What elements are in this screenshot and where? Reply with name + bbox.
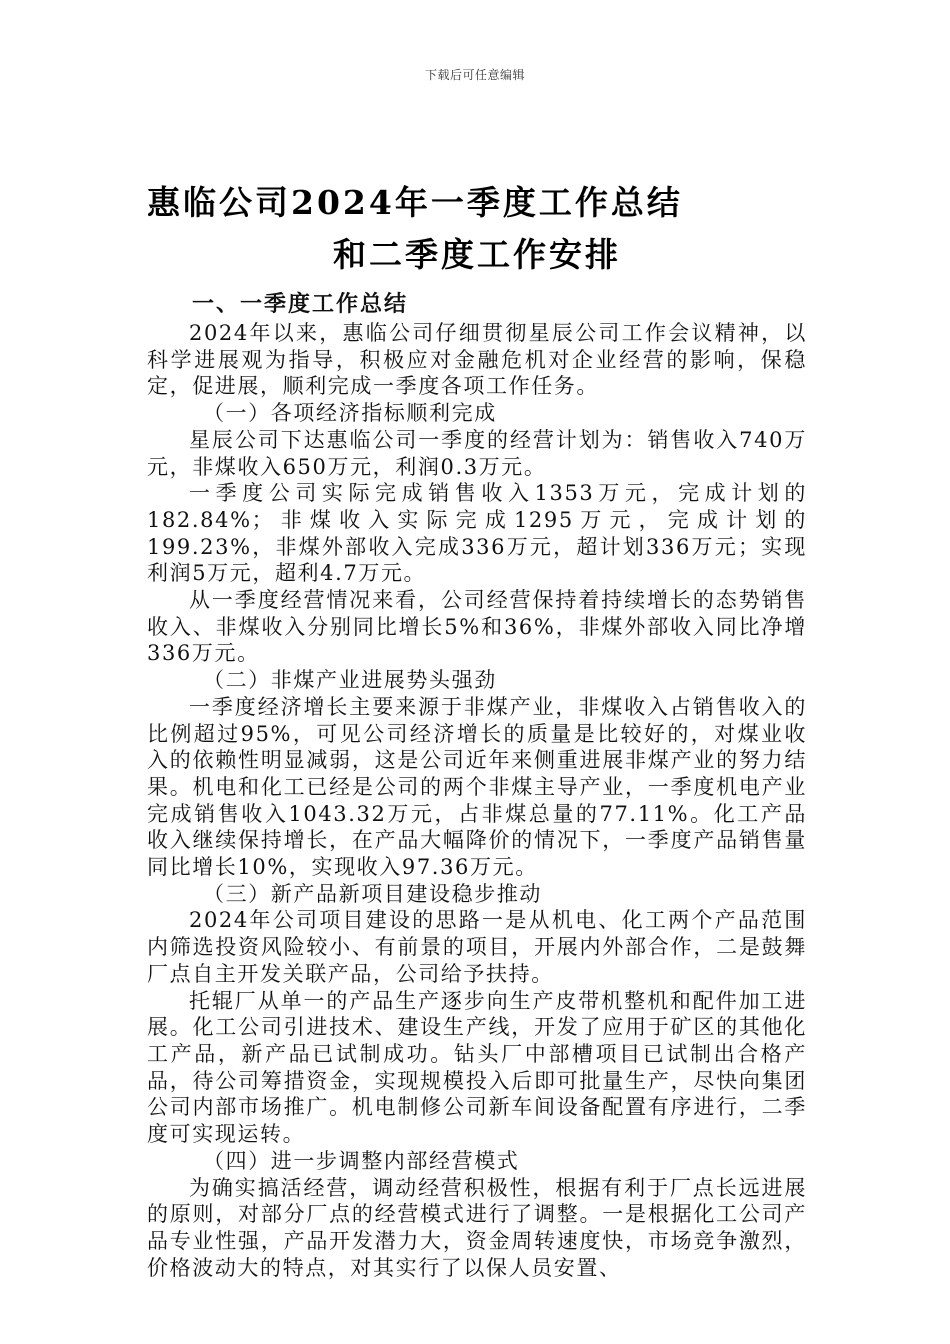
document-title-line-2: 和二季度工作安排: [333, 235, 621, 274]
body-paragraph: 一季度经济增长主要来源于非煤产业，非煤收入占销售收入的比例超过95%，可见公司经济增长的质量是比较好的，对煤业收入的依赖性明显减弱，这是公司近年来侧重进展非煤产业的努力结果。机电和化工已经是公司的两个非煤主导产业，一季度机电产业完成销售收入1043.32万元，占非煤总量的77.11%。化工产品收入继续保持增长，在产品大幅降价的情况下，一季度产品销售量同比增长10%，实现收入97.36万元。: [147, 694, 807, 880]
subsection-heading: （三）新产品新项目建设稳步推动: [203, 881, 542, 906]
body-paragraph: 从一季度经营情况来看，公司经营保持着持续增长的态势销售收入、非煤收入分别同比增长5%和36%，非煤外部收入同比净增336万元。: [147, 588, 807, 666]
document-title-line-1: 惠临公司2024年一季度工作总结: [147, 183, 683, 222]
body-paragraph: 为确实搞活经营，调动经营积极性，根据有利于厂点长远进展的原则，对部分厂点的经营模式进行了调整。一是根据化工公司产品专业性强，产品开发潜力大，资金周转速度快，市场竞争激烈，价格波动大的特点，对其实行了以保人员安置、: [147, 1175, 807, 1280]
document-body: [147, 320, 807, 1281]
subsection-heading: （二）非煤产业进展势头强劲: [203, 668, 497, 693]
body-paragraph: 2024年公司项目建设的思路一是从机电、化工两个产品范围内筛选投资风险较小、有前景的项目，开展内外部合作，二是鼓舞厂点自主开发关联产品，公司给予扶持。: [147, 908, 807, 986]
body-paragraph: 托辊厂从单一的产品生产逐步向生产皮带机整机和配件加工进展。化工公司引进技术、建设生产线，开发了应用于矿区的其他化工产品，新产品已试制成功。钻头厂中部槽项目已试制出合格产品，待公司筹措资金，实现规模投入后即可批量生产，尽快向集团公司内部市场推广。机电制修公司新车间设备配置有序进行，二季度可实现运转。: [147, 988, 807, 1147]
body-paragraph: 2024年以来，惠临公司仔细贯彻星辰公司工作会议精神，以科学进展观为指导，积极应对金融危机对企业经营的影响，保稳定，促进展，顺利完成一季度各项工作任务。: [147, 321, 807, 399]
subsection-heading: （一）各项经济指标顺利完成: [203, 401, 497, 426]
body-paragraph: 星辰公司下达惠临公司一季度的经营计划为：销售收入740万元，非煤收入650万元，利润0.3万元。: [147, 427, 807, 479]
section-heading: 一、一季度工作总结: [192, 291, 409, 317]
subsection-heading: （四）进一步调整内部经营模式: [203, 1148, 520, 1173]
body-paragraph: 一季度公司实际完成销售收入1353万元，完成计划的182.84%；非煤收入实际完成1295万元，完成计划的199.23%，非煤外部收入完成336万元，超计划336万元；实现利润5万元，超利4.7万元。: [147, 481, 807, 586]
header-note: 下载后可任意编辑: [424, 68, 525, 82]
